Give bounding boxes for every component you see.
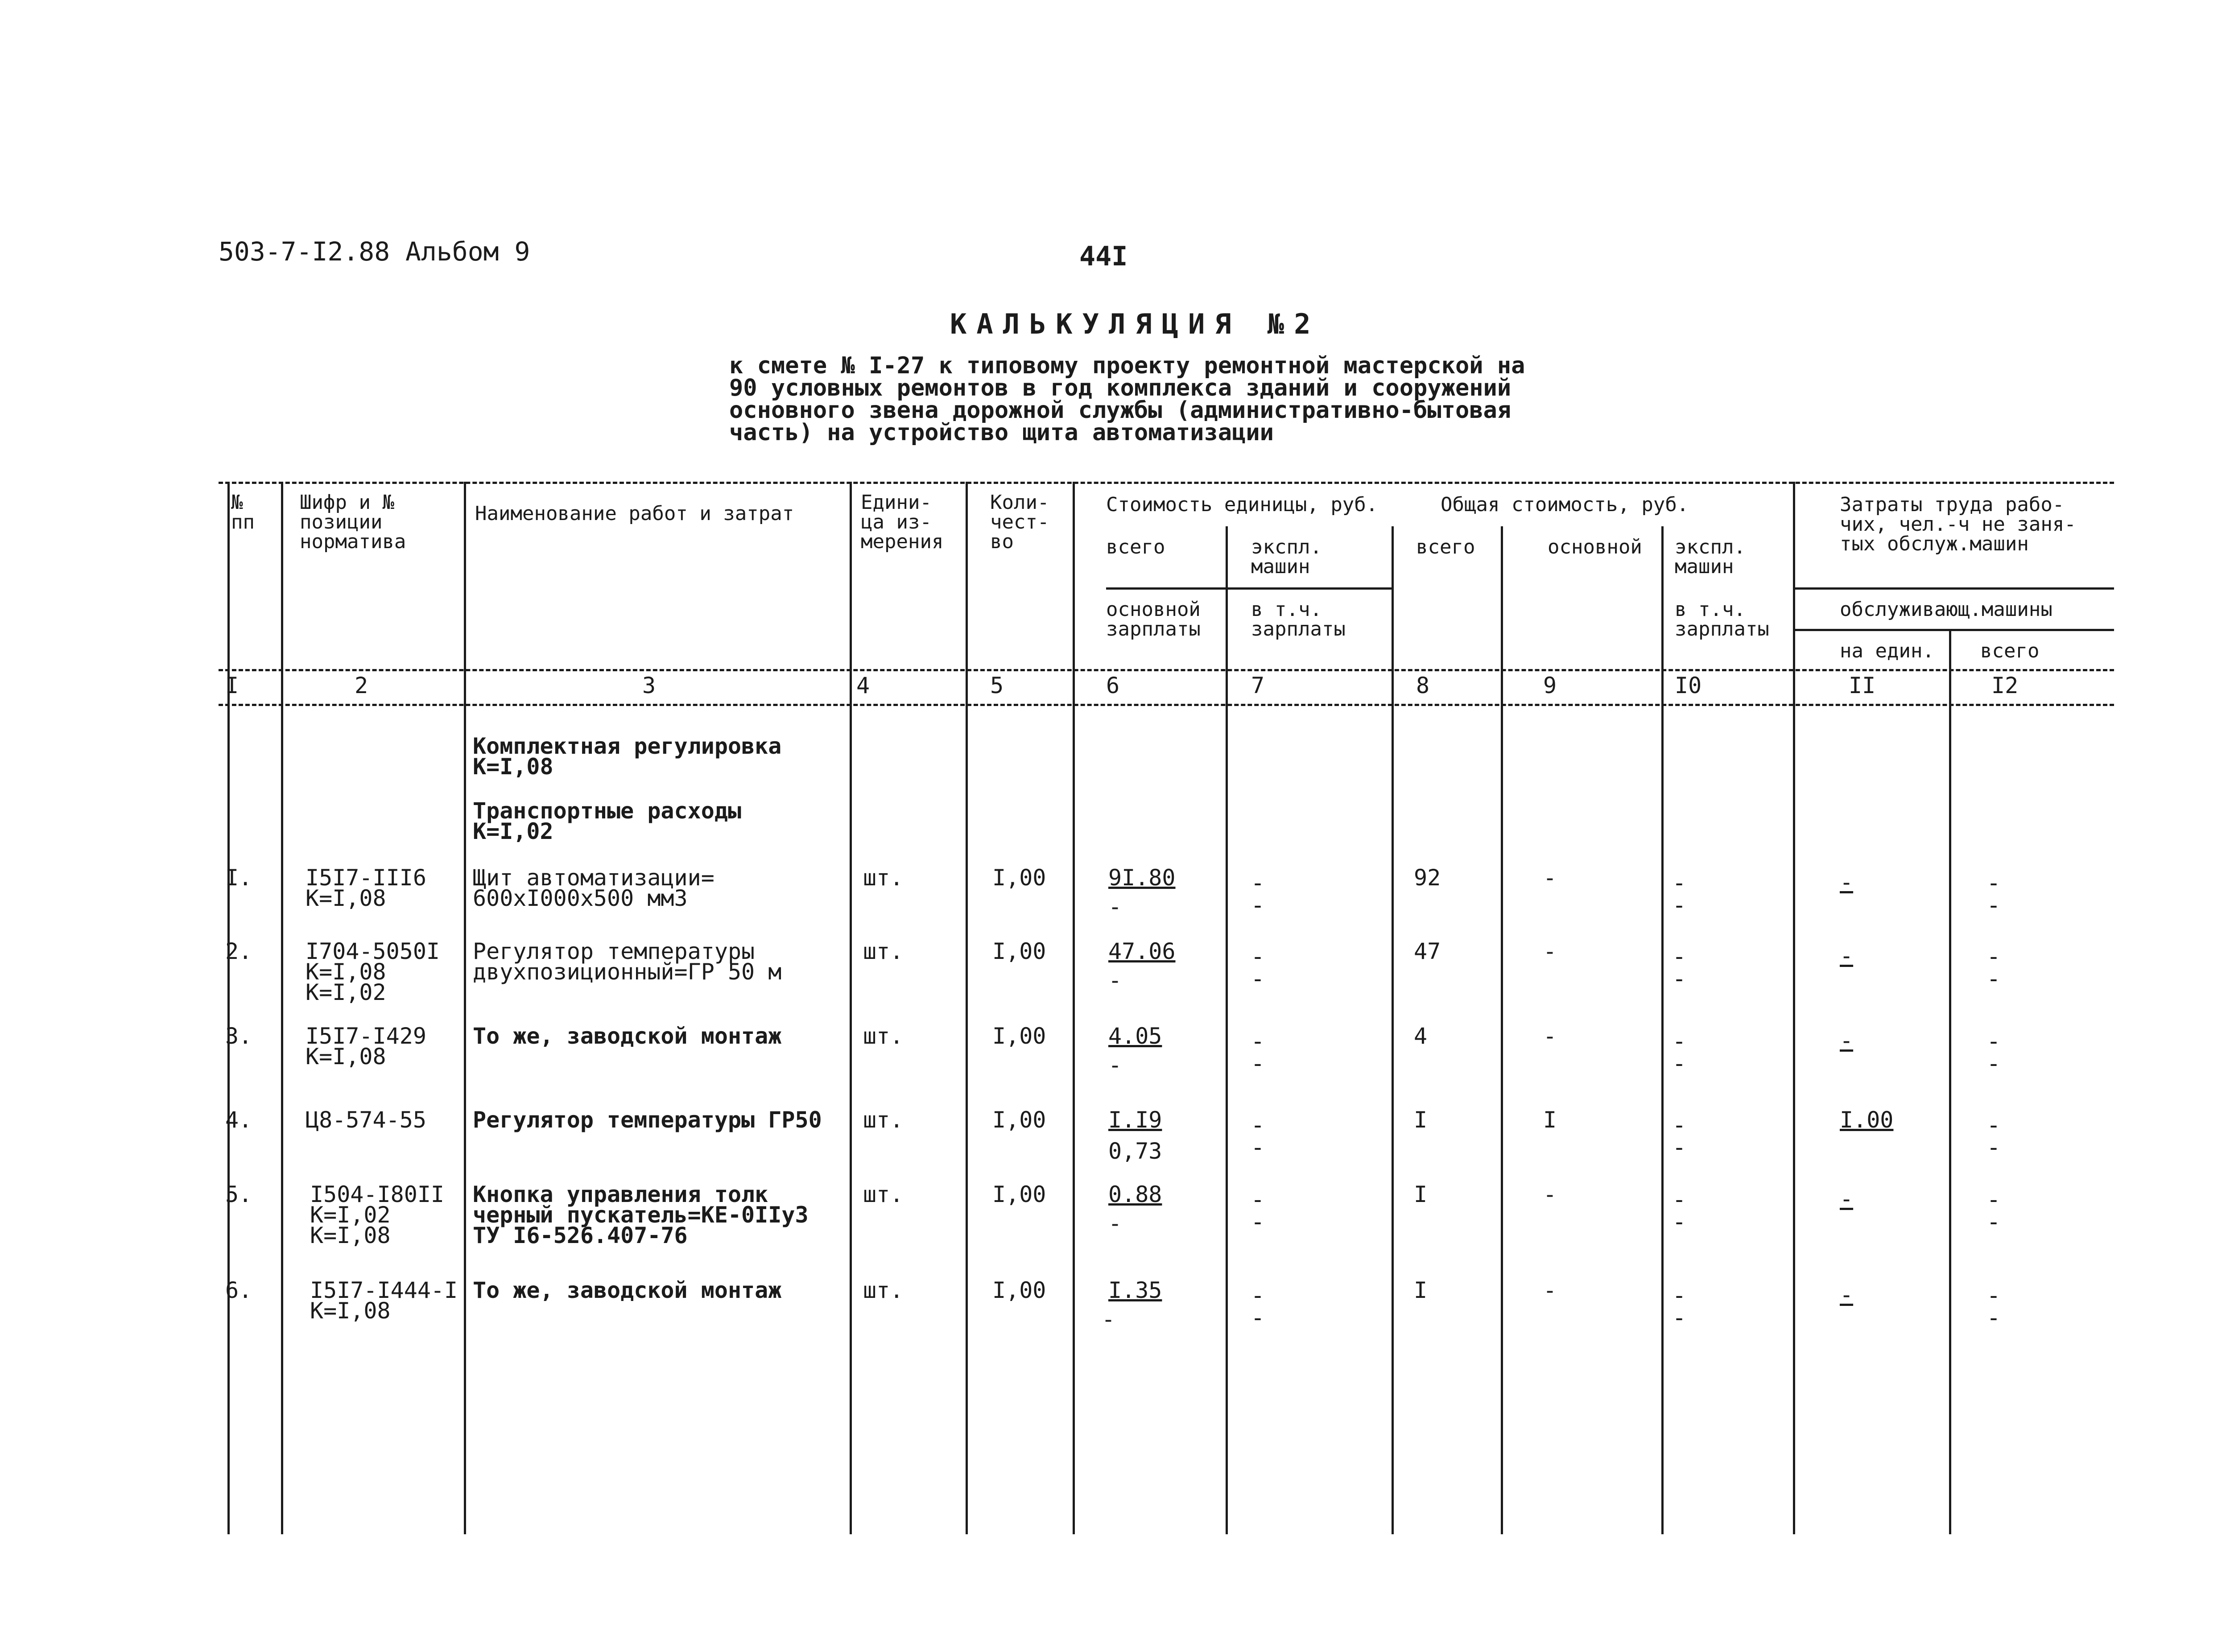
row-name: Щит автоматизации= 600хI000х500 мм3: [473, 865, 714, 911]
row-code: I704-5050I К=I,08 К=I,02: [306, 938, 440, 1005]
column-divider: [1073, 482, 1075, 1534]
header-row-number: № пп: [231, 491, 255, 533]
row-quantity: I,00: [992, 1107, 1046, 1133]
row-quantity: I,00: [992, 1277, 1046, 1303]
note-coefficient: Комплектная регулировка К=I,08: [473, 733, 782, 780]
row-labor-per-unit: -: [1840, 1028, 1854, 1053]
row-unit-total: 4.05: [1108, 1023, 1162, 1049]
labor-sub-divider: [1793, 629, 2114, 631]
column-number: II: [1849, 673, 1876, 698]
row-quantity: I,00: [992, 1023, 1046, 1049]
header-total-cost-group: Общая стоимость, руб.: [1441, 493, 1689, 516]
header-unit-machine-salary: в т.ч. зарплаты: [1251, 598, 1346, 640]
row-total-base: -: [1543, 1023, 1557, 1049]
column-number: 9: [1543, 673, 1557, 698]
column-number: I0: [1675, 673, 1702, 698]
row-code: I5I7-I429 К=I,08: [306, 1023, 426, 1070]
column-number: I2: [1991, 673, 2019, 698]
header-total-base: основной: [1548, 536, 1642, 558]
row-unit-machines: - -: [1251, 870, 1265, 919]
column-number: I: [225, 673, 239, 698]
row-labor-total: - -: [1986, 1186, 2001, 1235]
row-labor-total: - -: [1986, 1112, 2001, 1161]
header-total: всего: [1416, 536, 1475, 558]
row-unit-salary: 0,73: [1108, 1138, 1162, 1164]
column-number: 6: [1106, 673, 1120, 698]
row-total-machines: - -: [1672, 870, 1686, 919]
row-code: Ц8-574-55: [306, 1107, 426, 1133]
column-divider: [464, 482, 466, 1534]
row-unit-total: 9I.80: [1108, 865, 1176, 891]
row-quantity: I,00: [992, 1181, 1046, 1207]
row-unit-salary: -: [1108, 1210, 1122, 1236]
row-total: 4: [1414, 1023, 1428, 1049]
row-unit-machines: - -: [1251, 943, 1265, 992]
row-unit: шт.: [863, 1023, 904, 1049]
column-numbers-bottom-line: [219, 704, 2114, 706]
header-labor-group: Затраты труда рабо- чих, чел.-ч не заня- тых обслуж.машин: [1840, 493, 2076, 555]
header-quantity: Коли- чест- во: [990, 491, 1049, 553]
column-divider: [1949, 629, 1951, 1534]
row-total: I: [1414, 1181, 1428, 1207]
row-unit: шт.: [863, 1181, 904, 1207]
row-labor-per-unit: -: [1840, 1282, 1854, 1308]
header-code: Шифр и № позиции норматива: [300, 491, 406, 553]
page-number: 44I: [1079, 241, 1128, 272]
row-number: 4.: [225, 1107, 252, 1133]
column-divider: [227, 482, 230, 1534]
row-quantity: I,00: [992, 865, 1046, 891]
row-unit-total: I.I9: [1108, 1107, 1162, 1133]
row-total: 92: [1414, 865, 1441, 891]
header-total-machine-salary: в т.ч. зарплаты: [1675, 598, 1769, 640]
column-number: 4: [856, 673, 870, 698]
column-number: 3: [642, 673, 656, 698]
row-labor-total: - -: [1986, 1028, 2001, 1077]
row-unit-salary: -: [1108, 967, 1122, 993]
album-reference: 503-7-I2.88 Альбом 9: [219, 236, 530, 267]
row-unit: шт.: [863, 1107, 904, 1133]
row-unit-machines: - -: [1251, 1186, 1265, 1235]
row-labor-per-unit: -: [1840, 869, 1854, 895]
header-labor-sub: обслуживающ.машины: [1840, 598, 2052, 621]
header-labor-per-unit: на един.: [1840, 640, 1934, 662]
row-unit-salary: -: [1108, 1052, 1122, 1078]
row-total-base: -: [1543, 865, 1557, 891]
column-divider: [281, 482, 283, 1534]
row-name: Кнопка управления толк черный пускатель=КЕ-0IIу3 ТУ I6-526.407-76: [473, 1181, 809, 1248]
column-number: 5: [990, 673, 1004, 698]
row-total-base: -: [1543, 1277, 1557, 1303]
row-unit: шт.: [863, 938, 904, 964]
column-divider: [1392, 526, 1394, 1534]
row-total: I: [1414, 1277, 1428, 1303]
unit-cost-divider: [1106, 587, 1392, 590]
note-coefficient: Транспортные расходы К=I,02: [473, 798, 742, 844]
header-labor-total: всего: [1980, 640, 2040, 662]
row-total-machines: - -: [1672, 1282, 1686, 1331]
row-name: Регулятор температуры двухпозиционный=ГР 50 м: [473, 938, 782, 985]
row-unit-machines: - -: [1251, 1112, 1265, 1161]
row-unit-total: 0.88: [1108, 1181, 1162, 1207]
row-labor-per-unit: I.00: [1840, 1107, 1894, 1133]
row-total-machines: - -: [1672, 943, 1686, 992]
header-unit-base-salary: основной зарплаты: [1106, 598, 1201, 640]
row-unit-total: I.35: [1108, 1277, 1162, 1303]
row-name: То же, заводской монтаж: [473, 1023, 782, 1049]
header-unit-total: всего: [1106, 536, 1165, 558]
column-number: 7: [1251, 673, 1265, 698]
row-total: I: [1414, 1107, 1428, 1133]
column-numbers-top-line: [219, 669, 2114, 671]
row-unit: шт.: [863, 865, 904, 891]
document-title: КАЛЬКУЛЯЦИЯ №2: [950, 308, 1321, 340]
row-unit-salary: -: [1108, 894, 1122, 920]
header-unit-cost-group: Стоимость единицы, руб.: [1106, 493, 1378, 516]
row-number: 2.: [225, 938, 252, 964]
row-number: 3.: [225, 1023, 252, 1049]
column-divider: [1226, 526, 1228, 1534]
row-code: I504-I80II К=I,02 К=I,08: [310, 1181, 445, 1248]
row-unit-machines: - -: [1251, 1028, 1265, 1077]
row-unit-total: 47.06: [1108, 938, 1176, 964]
row-labor-total: - -: [1986, 1282, 2001, 1331]
row-code: I5I7-III6 К=I,08: [306, 865, 426, 911]
row-number: I.: [225, 865, 252, 891]
row-total: 47: [1414, 938, 1441, 964]
document-subtitle: к смете № I-27 к типовому проекту ремонтной мастерской на 90 условных ремонтов в год комплекса зданий и сооружений основного звена дорожной службы (административно-бытовая часть) на устройство щита автоматизации: [729, 352, 1525, 446]
row-code: I5I7-I444-I К=I,08: [310, 1277, 458, 1324]
row-name: То же, заводской монтаж: [473, 1277, 782, 1303]
header-unit-machines: экспл. машин: [1251, 536, 1322, 578]
row-name: Регулятор температуры ГР50: [473, 1107, 822, 1133]
row-total-machines: - -: [1672, 1112, 1686, 1161]
column-number: 2: [355, 673, 368, 698]
row-labor-per-unit: -: [1840, 1186, 1854, 1212]
row-total-base: I: [1543, 1107, 1557, 1133]
row-labor-total: - -: [1986, 943, 2001, 992]
row-number: 5.: [225, 1181, 252, 1207]
column-divider: [1793, 482, 1795, 1534]
row-unit-machines: - -: [1251, 1282, 1265, 1331]
row-total-base: -: [1543, 1181, 1557, 1207]
header-unit: Едини- ца из- мерения: [861, 491, 944, 553]
row-total-machines: - -: [1672, 1186, 1686, 1235]
column-divider: [1501, 526, 1503, 1534]
row-total-base: -: [1543, 938, 1557, 964]
header-work-name: Наименование работ и затрат: [475, 502, 794, 525]
column-number: 8: [1416, 673, 1430, 698]
row-unit-salary: -: [1102, 1306, 1115, 1332]
header-total-machines: экспл. машин: [1675, 536, 1746, 578]
row-labor-total: - -: [1986, 870, 2001, 919]
row-labor-per-unit: -: [1840, 943, 1854, 969]
row-unit: шт.: [863, 1277, 904, 1303]
row-quantity: I,00: [992, 938, 1046, 964]
table-top-border: [219, 482, 2114, 484]
row-number: 6.: [225, 1277, 252, 1303]
row-total-machines: - -: [1672, 1028, 1686, 1077]
column-divider: [850, 482, 852, 1534]
labor-divider: [1793, 587, 2114, 590]
column-divider: [966, 482, 968, 1534]
